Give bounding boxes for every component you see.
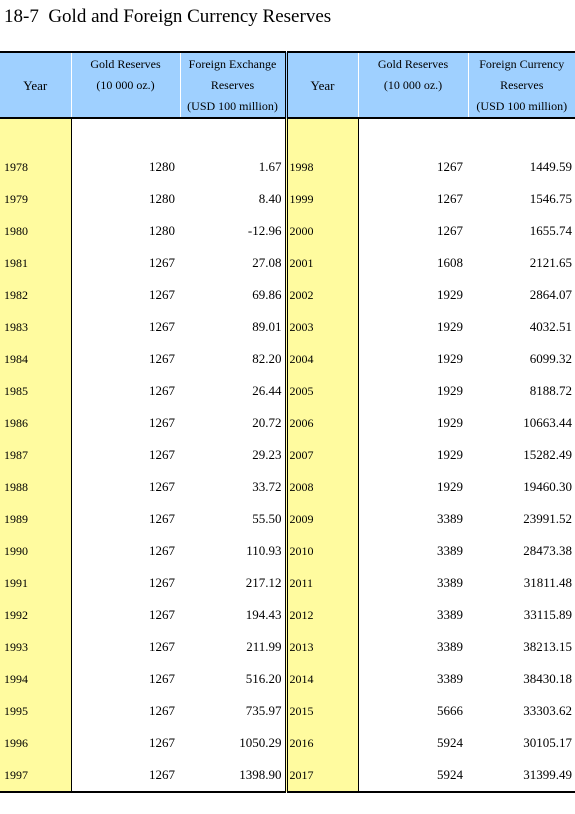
gold-cell-left: 1267 — [149, 255, 175, 270]
table-row — [0, 727, 575, 759]
gold-cell-left: 1280 — [149, 191, 175, 206]
gold-cell-left: 1267 — [149, 447, 175, 462]
gold-cell-right: 3389 — [437, 543, 463, 558]
year-cell-left: 1992 — [0, 599, 71, 631]
fx-cell-left: 516.20 — [245, 671, 282, 686]
table-row — [0, 439, 575, 471]
gold-cell-left: 1267 — [149, 639, 175, 654]
header-fx-left — [180, 52, 286, 118]
year-cell-left: 1983 — [0, 311, 71, 343]
gold-cell-left: 1267 — [149, 511, 175, 526]
spacer-year-cell — [0, 118, 71, 151]
spacer-row — [0, 118, 575, 151]
fx-cell-right: 15282.49 — [523, 447, 572, 462]
gold-cell-right: 1929 — [437, 383, 463, 398]
table-row — [0, 503, 575, 535]
fx-cell-right: 33115.89 — [523, 607, 572, 622]
header-fx-left-line1: Foreign Exchange — [188, 56, 277, 71]
table-row — [0, 567, 575, 599]
table-row — [0, 311, 575, 343]
year-cell-left: 1982 — [0, 279, 71, 311]
gold-cell-right: 3389 — [437, 511, 463, 526]
fx-cell-right: 2864.07 — [529, 287, 572, 302]
gold-cell-left: 1267 — [149, 415, 175, 430]
year-cell-right: 2007 — [286, 439, 358, 471]
gold-cell-left: 1267 — [149, 735, 175, 750]
header-year-left — [0, 52, 71, 118]
gold-cell-left: 1267 — [71, 759, 180, 792]
header-row — [0, 52, 575, 118]
header-gold-line2: (10 000 oz.) — [383, 77, 443, 92]
gold-cell-right: 1929 — [437, 287, 463, 302]
table-row — [0, 247, 575, 279]
table-row — [0, 183, 575, 215]
table-row — [0, 375, 575, 407]
year-cell-right: 2005 — [286, 375, 358, 407]
fx-cell-left: 1.67 — [258, 159, 282, 174]
header-fx-left-line3: (USD 100 million) — [187, 98, 278, 113]
year-cell-right: 2003 — [286, 311, 358, 343]
table-row — [0, 695, 575, 727]
fx-cell-right: 38430.18 — [523, 671, 572, 686]
gold-cell-left: 1267 — [149, 351, 175, 366]
spacer-cell — [468, 118, 575, 151]
header-fx-right-line1: Foreign Currency — [479, 56, 565, 71]
fx-cell-right: 31811.48 — [523, 575, 572, 590]
fx-cell-right: 38213.15 — [523, 639, 572, 654]
gold-cell-left: 1280 — [149, 159, 175, 174]
fx-cell-left: 82.20 — [252, 351, 282, 366]
header-year-label: Year — [23, 77, 48, 93]
spacer-cell — [180, 118, 286, 151]
fx-cell-right: 30105.17 — [523, 735, 572, 750]
year-cell-right: 2012 — [286, 599, 358, 631]
year-cell-right: 2014 — [286, 663, 358, 695]
year-cell-left: 1990 — [0, 535, 71, 567]
table-row — [0, 407, 575, 439]
header-gold-right — [358, 52, 468, 118]
fx-cell-left: 110.93 — [246, 543, 282, 558]
fx-cell-left: 26.44 — [252, 383, 282, 398]
fx-cell-right: 10663.44 — [523, 415, 572, 430]
gold-cell-right: 3389 — [437, 639, 463, 654]
year-cell-left: 1984 — [0, 343, 71, 375]
year-cell-right: 2001 — [286, 247, 358, 279]
year-cell-right: 2016 — [286, 727, 358, 759]
gold-cell-left: 1267 — [149, 543, 175, 558]
fx-cell-right: 6099.32 — [529, 351, 572, 366]
year-cell-right: 1998 — [286, 151, 358, 183]
fx-cell-left: -12.96 — [247, 223, 282, 238]
year-cell-right: 2002 — [286, 279, 358, 311]
year-cell-left: 1993 — [0, 631, 71, 663]
fx-cell-right: 1655.74 — [529, 223, 572, 238]
fx-cell-left: 1050.29 — [239, 735, 282, 750]
year-cell-right: 2008 — [286, 471, 358, 503]
gold-cell-left: 1267 — [149, 575, 175, 590]
gold-cell-left: 1267 — [149, 479, 175, 494]
year-cell-right: 2015 — [286, 695, 358, 727]
fx-cell-left: 211.99 — [246, 639, 282, 654]
table-row — [0, 471, 575, 503]
year-cell-left: 1991 — [0, 567, 71, 599]
gold-cell-left: 1267 — [149, 703, 175, 718]
fx-cell-right: 1546.75 — [529, 191, 572, 206]
gold-cell-right: 5924 — [437, 735, 463, 750]
table-row — [0, 663, 575, 695]
table-row — [0, 631, 575, 663]
gold-cell-left: 1267 — [149, 319, 175, 334]
year-cell-left: 1995 — [0, 695, 71, 727]
fx-cell-right: 4032.51 — [529, 319, 572, 334]
fx-cell-left: 194.43 — [245, 607, 282, 622]
table-row — [0, 599, 575, 631]
year-cell-left: 1980 — [0, 215, 71, 247]
year-cell-right: 2006 — [286, 407, 358, 439]
fx-cell-left: 217.12 — [245, 575, 282, 590]
header-fx-right-line3: (USD 100 million) — [476, 98, 568, 113]
fx-cell-left: 33.72 — [252, 479, 282, 494]
year-cell-left: 1979 — [0, 183, 71, 215]
fx-cell-right: 31399.49 — [468, 759, 575, 792]
year-cell-right: 2000 — [286, 215, 358, 247]
header-fx-left-line2: Reserves — [210, 77, 255, 92]
year-cell-left: 1987 — [0, 439, 71, 471]
fx-cell-left: 1398.90 — [180, 759, 286, 792]
year-cell-left: 1978 — [0, 151, 71, 183]
year-cell-right: 2011 — [286, 567, 358, 599]
fx-cell-left: 27.08 — [252, 255, 282, 270]
fx-cell-right: 1449.59 — [529, 159, 572, 174]
table-row — [0, 759, 575, 792]
fx-cell-left: 8.40 — [258, 191, 282, 206]
year-cell-right: 2017 — [286, 759, 358, 792]
year-cell-right: 2013 — [286, 631, 358, 663]
gold-cell-right: 5666 — [437, 703, 463, 718]
gold-cell-left: 1280 — [149, 223, 175, 238]
gold-cell-right: 1608 — [437, 255, 463, 270]
gold-cell-right: 3389 — [437, 575, 463, 590]
header-year-right — [286, 52, 358, 118]
gold-cell-left: 1267 — [149, 383, 175, 398]
year-cell-left: 1989 — [0, 503, 71, 535]
fx-cell-right: 33303.62 — [523, 703, 572, 718]
table-row — [0, 151, 575, 183]
header-gold-line1: Gold Reserves — [377, 56, 449, 71]
fx-cell-right: 8188.72 — [529, 383, 572, 398]
page-title: 18-7 Gold and Foreign Currency Reserves — [4, 6, 332, 27]
year-cell-right: 1999 — [286, 183, 358, 215]
year-cell-right: 2004 — [286, 343, 358, 375]
gold-cell-right: 1929 — [437, 415, 463, 430]
gold-cell-left: 1267 — [149, 671, 175, 686]
spacer-year-cell — [286, 118, 358, 151]
year-cell-left: 1996 — [0, 727, 71, 759]
table-row — [0, 215, 575, 247]
header-fx-right — [468, 52, 575, 118]
fx-cell-left: 20.72 — [252, 415, 282, 430]
fx-cell-right: 28473.38 — [523, 543, 572, 558]
fx-cell-left: 69.86 — [252, 287, 282, 302]
year-cell-right: 2009 — [286, 503, 358, 535]
fx-cell-left: 29.23 — [252, 447, 282, 462]
header-fx-right-line2: Reserves — [500, 77, 544, 92]
gold-cell-right: 1929 — [437, 319, 463, 334]
gold-cell-right: 1267 — [437, 191, 463, 206]
gold-cell-right: 1929 — [437, 351, 463, 366]
table-header — [0, 52, 575, 118]
header-gold-line2: (10 000 oz.) — [96, 77, 155, 92]
year-cell-left: 1986 — [0, 407, 71, 439]
table-row — [0, 535, 575, 567]
gold-cell-right: 1267 — [437, 223, 463, 238]
year-cell-left: 1981 — [0, 247, 71, 279]
gold-cell-left: 1267 — [149, 287, 175, 302]
fx-cell-right: 19460.30 — [523, 479, 572, 494]
gold-cell-right: 1267 — [437, 159, 463, 174]
year-cell-left: 1994 — [0, 663, 71, 695]
spacer-cell — [71, 118, 180, 151]
gold-cell-right: 1929 — [437, 479, 463, 494]
year-cell-left: 1997 — [0, 759, 71, 792]
table-row — [0, 279, 575, 311]
fx-cell-left: 55.50 — [252, 511, 282, 526]
gold-cell-right: 1929 — [437, 447, 463, 462]
year-cell-left: 1988 — [0, 471, 71, 503]
header-gold-left — [71, 52, 180, 118]
year-cell-right: 2010 — [286, 535, 358, 567]
table-body — [0, 118, 575, 792]
gold-cell-right: 3389 — [437, 671, 463, 686]
header-gold-line1: Gold Reserves — [90, 56, 161, 71]
gold-cell-left: 1267 — [149, 607, 175, 622]
reserves-table — [0, 51, 575, 793]
header-year-label: Year — [310, 77, 335, 93]
spacer-cell — [358, 118, 468, 151]
gold-cell-right: 5924 — [358, 759, 468, 792]
fx-cell-right: 23991.52 — [523, 511, 572, 526]
table-row — [0, 343, 575, 375]
gold-cell-right: 3389 — [437, 607, 463, 622]
fx-cell-left: 735.97 — [245, 703, 282, 718]
year-cell-left: 1985 — [0, 375, 71, 407]
fx-cell-left: 89.01 — [252, 319, 282, 334]
fx-cell-right: 2121.65 — [529, 255, 572, 270]
